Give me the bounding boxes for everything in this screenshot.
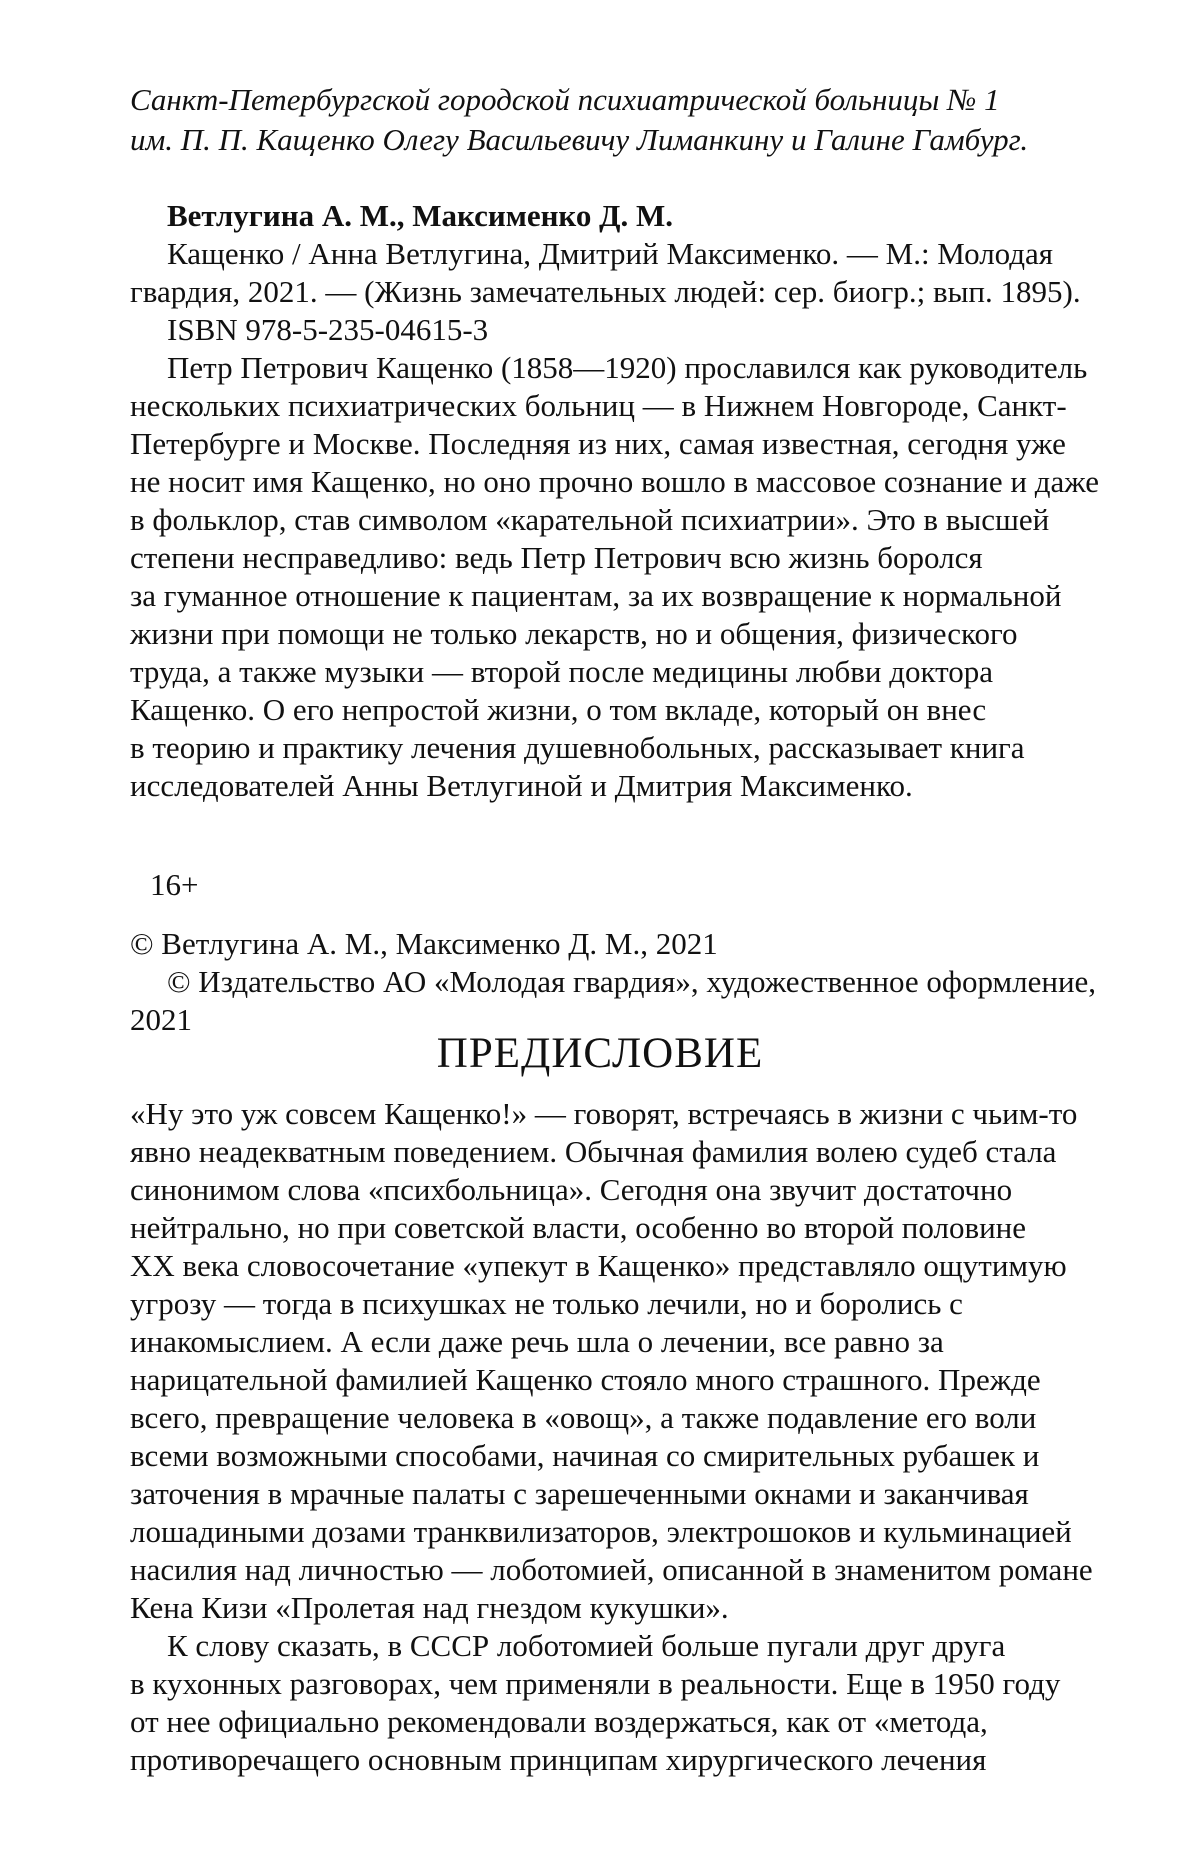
preface-line: XX века словосочетание «упекут в Кащенко» представляло ощутимую bbox=[130, 1248, 1067, 1283]
preface-line: противоречащего основным принципам хирургического лечения bbox=[130, 1742, 987, 1777]
isbn: ISBN 978-5-235-04615-3 bbox=[167, 312, 489, 347]
copyright-line-3: 2021 bbox=[130, 1002, 192, 1037]
abstract-line: Петр Петрович Кащенко (1858—1920) прославился как руководитель bbox=[167, 350, 1088, 385]
bibliography-entry-line-2: гвардия, 2021. — (Жизнь замечательных людей: сер. биогр.; вып. 1895). bbox=[130, 274, 1081, 309]
preface-line: насилия над личностью — лоботомией, описанной в знаменитом романе bbox=[130, 1552, 1093, 1587]
preface-line: нарицательной фамилией Кащенко стояло много страшного. Прежде bbox=[130, 1362, 1041, 1397]
preface-line: лошадиными дозами транквилизаторов, электрошоков и кульминацией bbox=[130, 1514, 1072, 1549]
abstract-line: не носит имя Кащенко, но оно прочно вошло в массовое сознание и даже bbox=[130, 464, 1100, 499]
abstract-line: в теорию и практику лечения душевнобольных, рассказывает книга bbox=[130, 730, 1025, 765]
dedication-line-1: Санкт-Петербургской городской психиатрической больницы № 1 bbox=[130, 82, 1000, 117]
abstract-line: Петербурге и Москве. Последняя из них, самая известная, сегодня уже bbox=[130, 426, 1066, 461]
abstract-line: исследователей Анны Ветлугиной и Дмитрия Максименко. bbox=[130, 768, 913, 803]
preface-line: заточения в мрачные палаты с зарешеченными окнами и заканчивая bbox=[130, 1476, 1029, 1511]
preface-line: от нее официально рекомендовали воздержаться, как от «метода, bbox=[130, 1704, 988, 1739]
abstract-line: жизни при помощи не только лекарств, но и общения, физического bbox=[130, 616, 1018, 651]
abstract-line: Кащенко. О его непростой жизни, о том вкладе, который он внес bbox=[130, 692, 987, 727]
abstract-line: труда, а также музыки — второй после медицины любви доктора bbox=[130, 654, 994, 689]
preface-line: всего, превращение человека в «овощ», а также подавление его воли bbox=[130, 1400, 1037, 1435]
abstract-line: нескольких психиатрических больниц — в Нижнем Новгороде, Санкт- bbox=[130, 388, 1067, 423]
preface-line: всеми возможными способами, начиная со смирительных рубашек и bbox=[130, 1438, 1040, 1473]
abstract-line: в фольклор, став символом «карательной психиатрии». Это в высшей bbox=[130, 502, 1050, 537]
preface-line: угрозу — тогда в психушках не только лечили, но и боролись с bbox=[130, 1286, 963, 1321]
preface-line: синонимом слова «психбольница». Сегодня она звучит достаточно bbox=[130, 1172, 1013, 1207]
preface-line: «Ну это уж совсем Кащенко!» — говорят, встречаясь в жизни с чьим-то bbox=[130, 1096, 1078, 1131]
abstract-line: за гуманное отношение к пациентам, за их возвращение к нормальной bbox=[130, 578, 1062, 613]
preface-line: в кухонных разговорах, чем применяли в реальности. Еще в 1950 году bbox=[130, 1666, 1061, 1701]
dedication-line-2: им. П. П. Кащенко Олегу Васильевичу Лиманкину и Галине Гамбург. bbox=[130, 122, 1029, 157]
copyright-line-2: © Издательство АО «Молодая гвардия», художественное оформление, bbox=[167, 964, 1097, 999]
preface-line: К слову сказать, в СССР лоботомией больше пугали друг друга bbox=[167, 1628, 1006, 1663]
bibliography-authors: Ветлугина А. М., Максименко Д. М. bbox=[167, 198, 673, 233]
preface-heading: ПРЕДИСЛОВИЕ bbox=[436, 1030, 764, 1077]
copyright-line-1: © Ветлугина А. М., Максименко Д. М., 2021 bbox=[130, 926, 718, 961]
preface-line: нейтрально, но при советской власти, особенно во второй половине bbox=[130, 1210, 1027, 1245]
preface-line: инакомыслием. А если даже речь шла о лечении, все равно за bbox=[130, 1324, 944, 1359]
abstract-line: степени несправедливо: ведь Петр Петрович всю жизнь боролся bbox=[130, 540, 983, 575]
bibliography-entry-line-1: Кащенко / Анна Ветлугина, Дмитрий Максименко. — М.: Молодая bbox=[167, 236, 1054, 271]
age-rating: 16+ bbox=[150, 867, 199, 902]
preface-line: явно неадекватным поведением. Обычная фамилия волею судеб стала bbox=[130, 1134, 1057, 1169]
preface-line: Кена Кизи «Пролетая над гнездом кукушки». bbox=[130, 1590, 729, 1625]
